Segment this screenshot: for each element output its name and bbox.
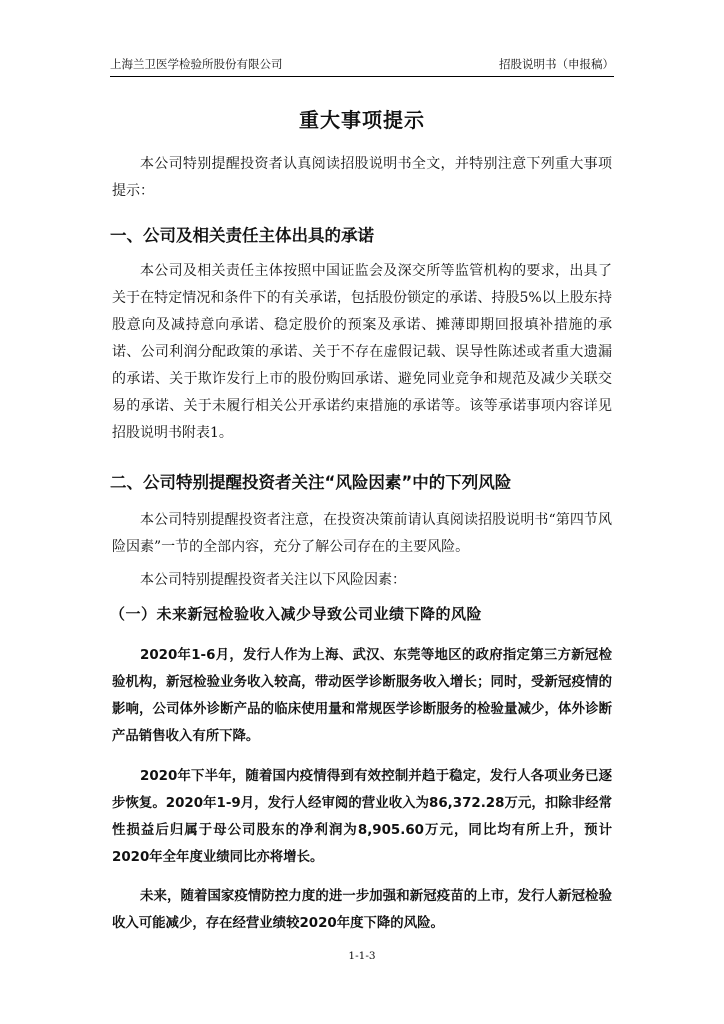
subsection-1-paragraph-1: 2020年1-6月，发行人作为上海、武汉、东莞等地区的政府指定第三方新冠检验机构，新冠检验业务收入较高，带动医学诊断服务收入增长；同时，受新冠疫情的影响，公司体外诊断产品的临床使用量和常规医学诊断服务的检验量减少，体外诊断产品销售收入有所下降。	[112, 648, 612, 744]
subsection-1-heading: （一）未来新冠检验收入减少导致公司业绩下降的风险	[110, 605, 483, 623]
page-header	[110, 54, 614, 77]
subsection-1-paragraph-2: 2020年下半年，随着国内疫情得到有效控制并趋于稳定，发行人各项业务已逐步恢复。2020年1-9月，发行人经审阅的营业收入为86,372.28万元，扣除非经常性损益后归属于母公司股东的净利润为8,905.60万元，同比均有所上升，预计2020年全年度业绩同比亦将增长。	[112, 769, 612, 865]
page-number: 1-1-3	[348, 950, 376, 962]
section-1-heading: 一、公司及相关责任主体出具的承诺	[110, 226, 374, 245]
section-2-heading: 二、公司特别提醒投资者关注“风险因素”中的下列风险	[110, 473, 512, 492]
intro-paragraph: 本公司特别提醒投资者认真阅读招股说明书全文，并特别注意下列重大事项提示：	[112, 156, 612, 199]
header-document-type: 招股说明书（申报稿）	[499, 57, 614, 71]
subsection-1-paragraph-3: 未来，随着国家疫情防控力度的进一步加强和新冠疫苗的上市，发行人新冠检验收入可能减少，存在经营业绩较2020年度下降的风险。	[112, 889, 612, 931]
section-2-paragraph-1: 本公司特别提醒投资者注意，在投资决策前请认真阅读招股说明书“第四节风险因素”一节的全部内容，充分了解公司存在的主要风险。	[112, 512, 612, 555]
section-1-paragraph: 本公司及相关责任主体按照中国证监会及深交所等监管机构的要求，出具了关于在特定情况和条件下的有关承诺，包括股份锁定的承诺、持股5%以上股东持股意向及减持意向承诺、稳定股价的预案及承诺、摊薄即期回报填补措施的承诺、公司利润分配政策的承诺、关于不存在虚假记载、误导性陈述或者重大遗漏的承诺、关于欺诈发行上市的股份购回承诺、避免同业竞争和规范及减少关联交易的承诺、关于未履行相关公开承诺约束措施的承诺等。该等承诺事项内容详见招股说明书附表1。	[112, 263, 612, 441]
section-2-paragraph-2: 本公司特别提醒投资者关注以下风险因素：	[140, 572, 406, 588]
header-company-name: 上海兰卫医学检验所股份有限公司	[110, 57, 283, 71]
page-title: 重大事项提示	[299, 108, 425, 132]
